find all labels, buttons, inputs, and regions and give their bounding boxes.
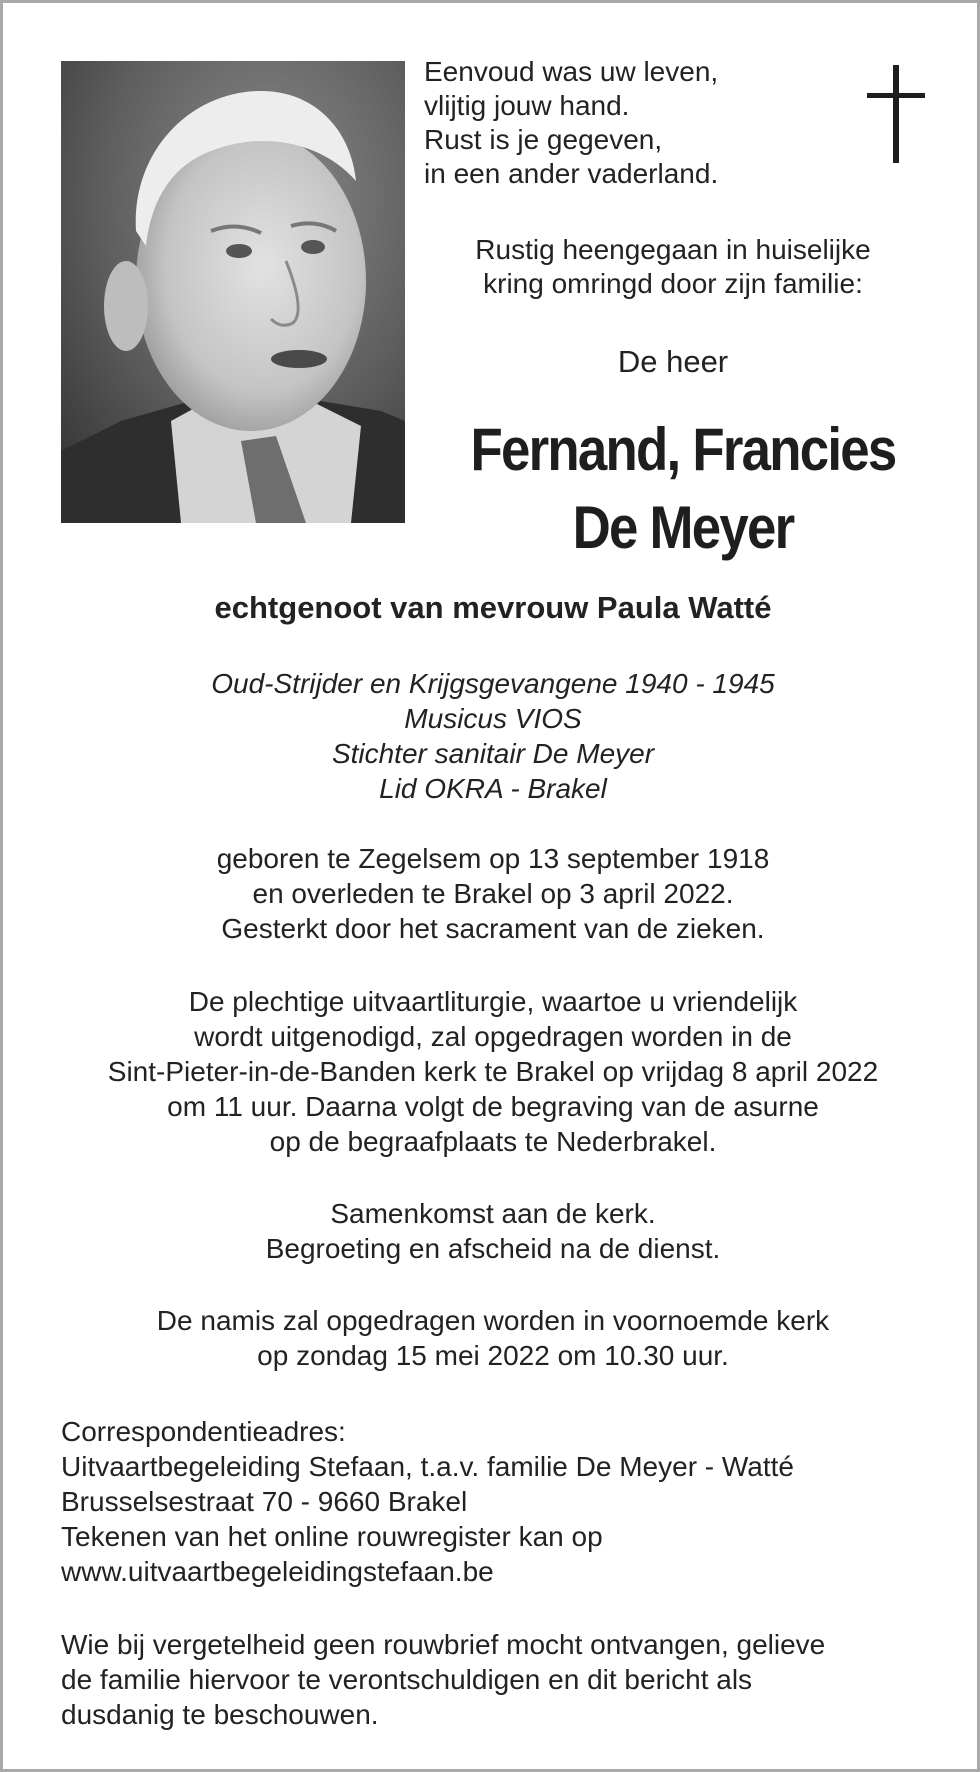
intro-line: kring omringd door zijn familie: bbox=[483, 268, 863, 299]
correspondence-address: Brusselsestraat 70 - 9660 Brakel bbox=[61, 1486, 468, 1517]
portrait-image bbox=[61, 61, 405, 523]
correspondence-block bbox=[61, 1414, 961, 1589]
poem-line: Eenvoud was uw leven, bbox=[424, 56, 719, 87]
funeral-paragraph bbox=[3, 984, 980, 1159]
text-line: wordt uitgenodigd, zal opgedragen worden in de bbox=[194, 1021, 792, 1052]
poem bbox=[424, 55, 824, 191]
text-line: Wie bij vergetelheid geen rouwbrief mocht ontvangen, gelieve bbox=[61, 1629, 826, 1660]
text-line: De namis zal opgedragen worden in voornoemde kerk bbox=[156, 1305, 830, 1336]
correspondence-heading: Correspondentieadres: bbox=[61, 1416, 346, 1447]
deceased-first-names: Fernand, Francies bbox=[470, 416, 896, 483]
text-line: Begroeting en afscheid na de dienst. bbox=[265, 1233, 721, 1264]
portrait-photo bbox=[61, 61, 405, 523]
text-line: Sint-Pieter-in-de-Banden kerk te Brakel op vrijdag 8 april 2022 bbox=[107, 1056, 879, 1087]
poem-line: in een ander vaderland. bbox=[424, 158, 719, 189]
honorary-titles bbox=[3, 666, 980, 806]
text-line: op de begraafplaats te Nederbrakel. bbox=[269, 1126, 717, 1157]
text-line: op zondag 15 mei 2022 om 10.30 uur. bbox=[257, 1340, 729, 1371]
rouwregister-link[interactable]: www.uitvaartbegeleidingstefaan.be bbox=[61, 1556, 494, 1587]
text-line: De plechtige uitvaartliturgie, waartoe u vriendelijk bbox=[188, 986, 798, 1017]
salutation: De heer bbox=[617, 344, 729, 379]
birth-death-paragraph bbox=[3, 841, 980, 946]
text-line: Gesterkt door het sacrament van de zieken. bbox=[221, 913, 765, 944]
cross-icon bbox=[867, 65, 925, 163]
poem-line: vlijtig jouw hand. bbox=[424, 90, 630, 121]
title-line: Stichter sanitair De Meyer bbox=[331, 738, 655, 769]
text-line: en overleden te Brakel op 3 april 2022. bbox=[252, 878, 734, 909]
gathering-paragraph bbox=[3, 1196, 980, 1266]
title-line: Musicus VIOS bbox=[404, 703, 582, 734]
text-line: dusdanig te beschouwen. bbox=[61, 1699, 379, 1730]
poem-line: Rust is je gegeven, bbox=[424, 124, 663, 155]
text-line: de familie hiervoor te verontschuldigen en dit bericht als bbox=[61, 1664, 753, 1695]
text-line: om 11 uur. Daarna volgt de begraving van de asurne bbox=[167, 1091, 819, 1122]
correspondence-line: Tekenen van het online rouwregister kan op bbox=[61, 1521, 603, 1552]
closing-paragraph bbox=[61, 1627, 961, 1732]
memorial-mass-paragraph bbox=[3, 1303, 980, 1373]
intro-line: Rustig heengegaan in huiselijke bbox=[475, 234, 871, 265]
intro-text bbox=[423, 233, 923, 301]
text-line: Samenkomst aan de kerk. bbox=[330, 1198, 656, 1229]
spouse-line: echtgenoot van mevrouw Paula Watté bbox=[214, 590, 772, 625]
title-line: Lid OKRA - Brakel bbox=[379, 773, 607, 804]
text-line: geboren te Zegelsem op 13 september 1918 bbox=[216, 843, 770, 874]
deceased-name bbox=[454, 411, 912, 567]
title-line: Oud-Strijder en Krijgsgevangene 1940 - 1945 bbox=[211, 668, 775, 699]
deceased-surname: De Meyer bbox=[572, 494, 794, 561]
correspondence-line: Uitvaartbegeleiding Stefaan, t.a.v. familie De Meyer - Watté bbox=[61, 1451, 794, 1482]
